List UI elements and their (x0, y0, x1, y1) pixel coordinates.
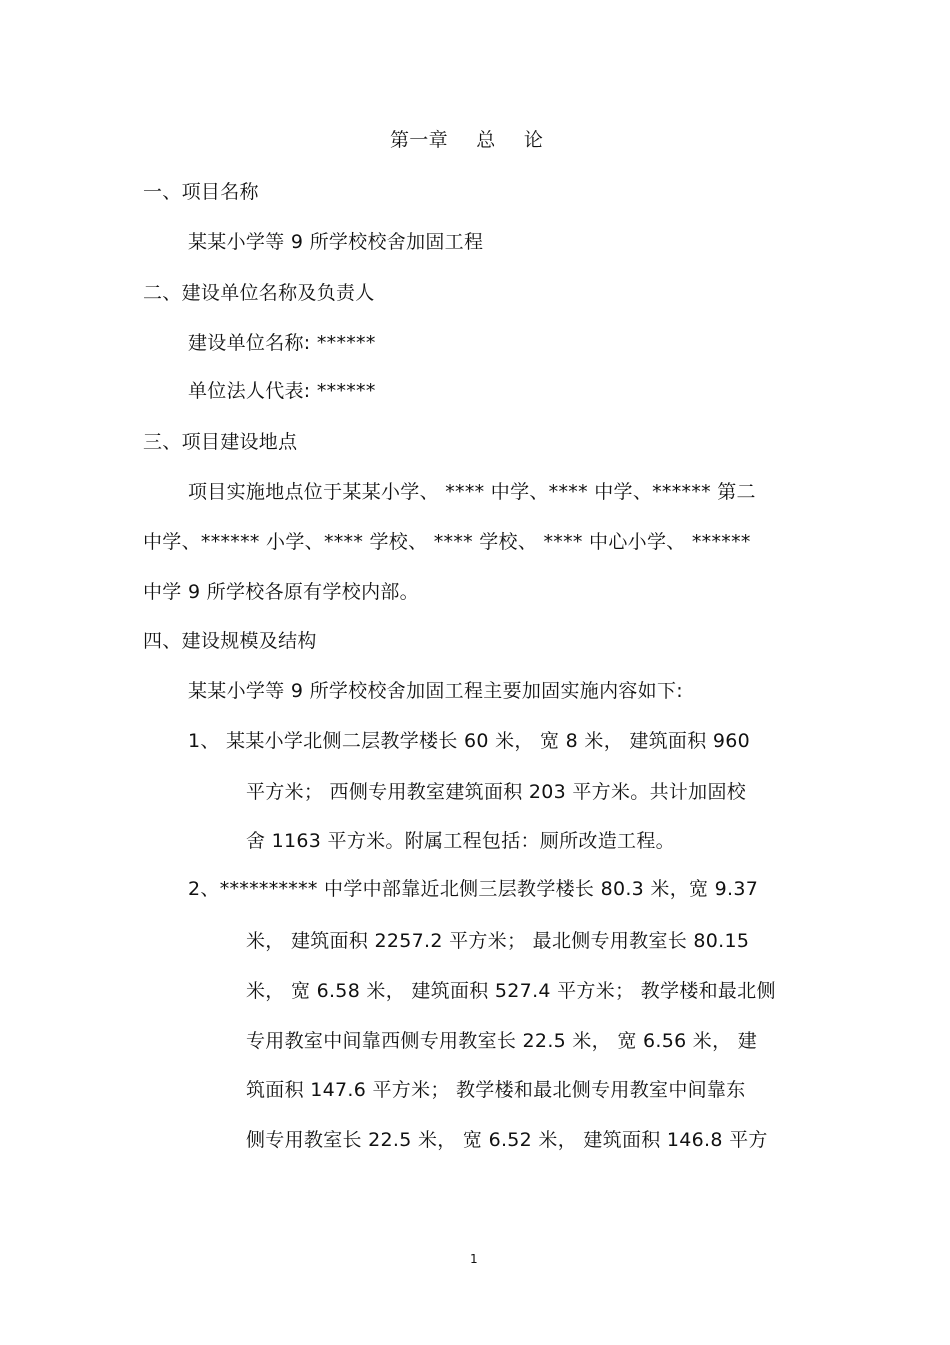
legal-representative: 单位法人代表: ****** (188, 380, 376, 402)
list-item-2-line: 米， 建筑面积 2257.2 平方米； 最北侧专用教室长 80.15 (246, 930, 750, 952)
list-item-2-line: 筑面积 147.6 平方米； 教学楼和最北侧专用教室中间靠东 (246, 1079, 746, 1101)
section-heading-scale: 四、建设规模及结构 (143, 630, 317, 652)
list-item-2-line: 侧专用教室长 22.5 米， 宽 6.52 米， 建筑面积 146.8 平方 (246, 1129, 768, 1151)
list-item-2-line: 2、********** 中学中部靠近北侧三层教学楼长 80.3 米，宽 9.37 (188, 878, 759, 900)
page-number: 1 (470, 1252, 478, 1266)
section-heading-construction-unit: 二、建设单位名称及负责人 (143, 282, 375, 304)
scale-intro: 某某小学等 9 所学校校舍加固工程主要加固实施内容如下: (188, 680, 683, 702)
location-text-line: 中学、****** 小学、**** 学校、 **** 学校、 **** 中心小学、 ****** (143, 531, 751, 553)
section-heading-project-name: 一、项目名称 (143, 181, 259, 203)
list-item-2-line: 专用教室中间靠西侧专用教室长 22.5 米， 宽 6.56 米， 建 (246, 1030, 758, 1052)
list-item-1-line: 平方米； 西侧专用教室建筑面积 203 平方米。共计加固校 (246, 781, 747, 803)
location-text-line: 中学 9 所学校各原有学校内部。 (143, 581, 419, 603)
chapter-title: 第一章 总 论 (390, 129, 544, 151)
list-item-1-line: 舍 1163 平方米。附属工程包括：厕所改造工程。 (246, 830, 675, 852)
section-heading-location: 三、项目建设地点 (143, 431, 298, 453)
project-name-text: 某某小学等 9 所学校校舍加固工程 (188, 231, 484, 253)
list-item-2-line: 米， 宽 6.58 米， 建筑面积 527.4 平方米； 教学楼和最北侧 (246, 980, 776, 1002)
construction-unit-name: 建设单位名称: ****** (188, 332, 376, 354)
list-item-1-line: 1、 某某小学北侧二层教学楼长 60 米， 宽 8 米， 建筑面积 960 (188, 730, 751, 752)
location-text-line: 项目实施地点位于某某小学、 **** 中学、**** 中学、****** 第二 (188, 481, 756, 503)
